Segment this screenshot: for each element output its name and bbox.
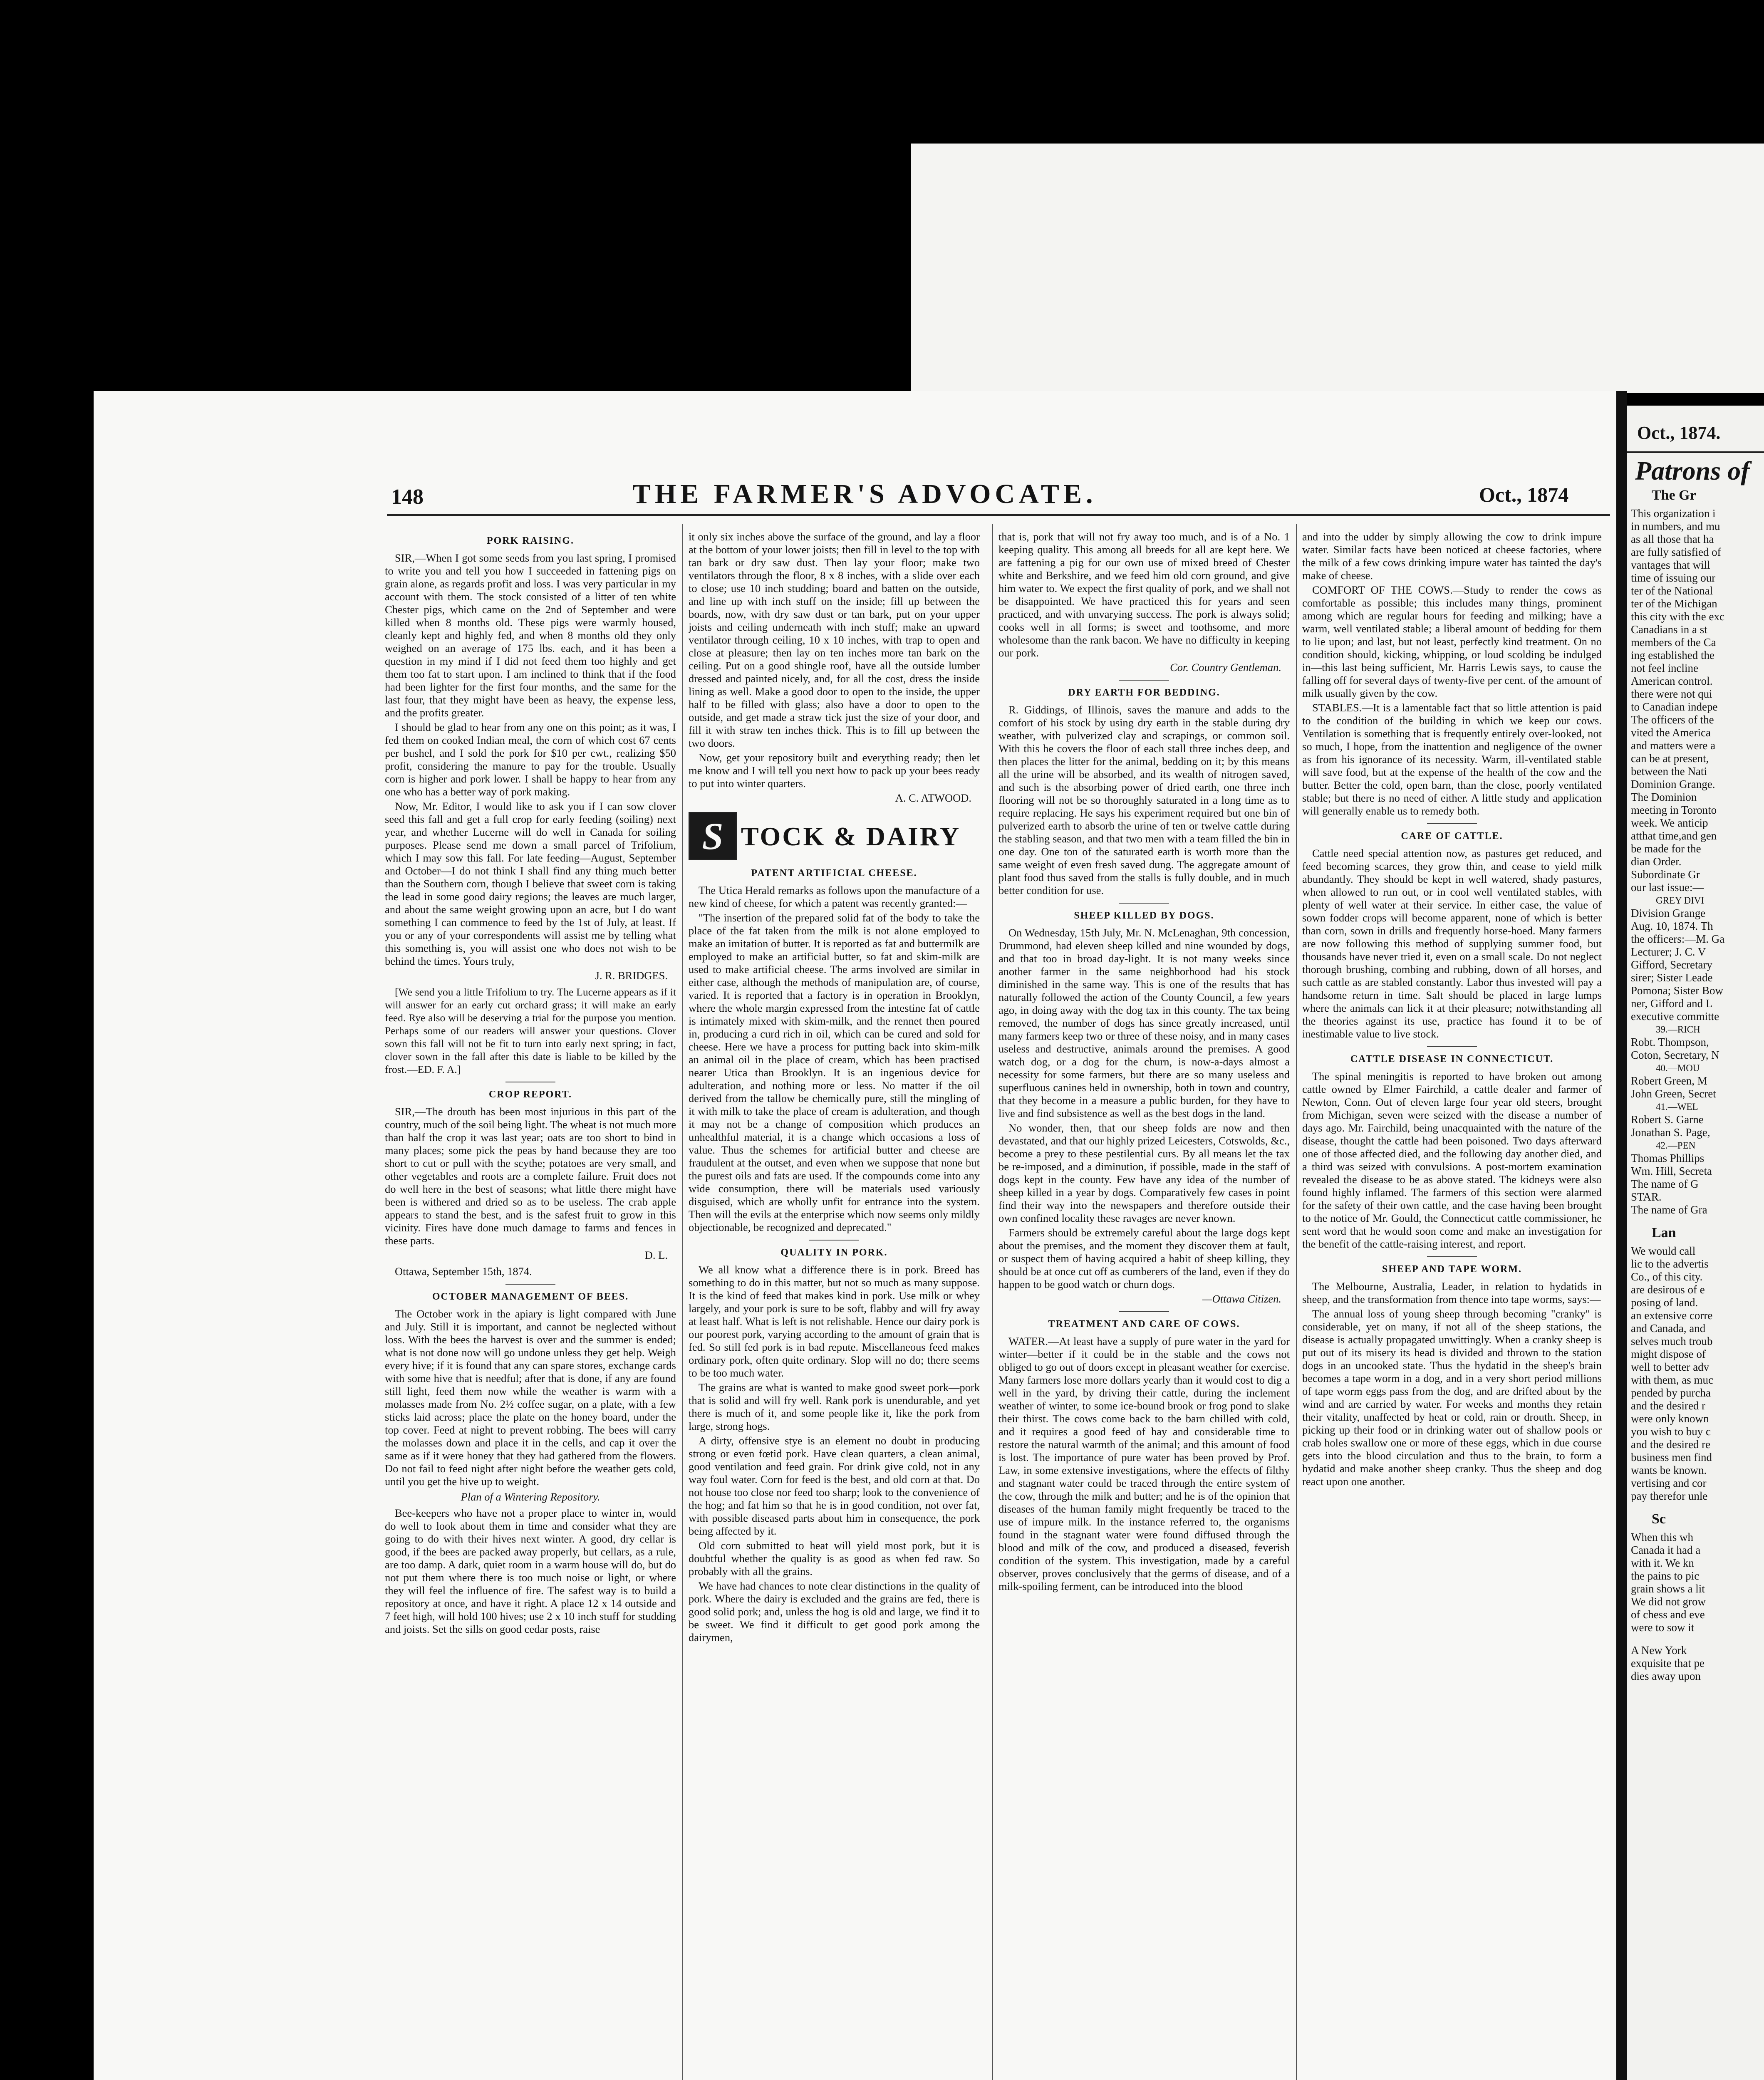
adjacent-text-line: When this wh — [1631, 1531, 1693, 1543]
adjacent-text-line: 40.—MOU — [1656, 1063, 1700, 1073]
article-body-bees — [385, 1307, 676, 1488]
adjacent-text-line: Pomona; Sister Bow — [1631, 984, 1724, 997]
separator — [1119, 680, 1169, 681]
adjacent-text-line: ner, Gifford and L — [1631, 997, 1713, 1010]
dateline: Ottawa, September 15th, 1874. — [395, 1265, 532, 1278]
adjacent-text-line: 41.—WEL — [1656, 1102, 1698, 1112]
adjacent-text-line: between the Nati — [1631, 765, 1707, 778]
paragraph: On Wednesday, 15th July, Mr. N. McLenaghan, 9th concession, Drummond, had eleven sheep killed and nine wounded by dogs, and that too in broad day-light. It is not many weeks since another farmer in the same neighborhood had his stock diminished in the same way. This is one of the results that has naturally followed the action of the County Council, a few years ago, in doing away with the dog tax in this county. The tax being removed, the number of dogs has since greatly increased, until many farmers keep two or three of these noisy, and in many cases useless and destructive, animals around the premises. A good watch dog, or a dog for the churn, is now-a-days almost a necessity for some farmers, but there are so many useless and superfluous canines held in ownership, both in town and country, that they become in a measure a public burden, for they have to live and find subsistence as well as the best dogs in the land. — [998, 926, 1290, 1119]
adjacent-text-line: posing of land. — [1631, 1296, 1698, 1309]
adjacent-text-line: The name of Gra — [1631, 1203, 1707, 1216]
article-signature: A. C. ATWOOD. — [895, 792, 971, 804]
ornamental-dropcap: S — [689, 812, 737, 860]
article-body-tape-worm — [1302, 1280, 1602, 1488]
article-signature: D. L. — [644, 1249, 668, 1261]
adjacent-heading: Sc — [1652, 1511, 1666, 1527]
article-body-repository-cont — [689, 530, 980, 790]
article-title-crop-report: CROP REPORT. — [488, 1089, 572, 1100]
adjacent-text-line: Robert S. Garne — [1631, 1113, 1704, 1126]
adjacent-text-line: pay therefor unle — [1631, 1490, 1708, 1502]
paragraph: I should be glad to hear from any one on this point; as it was, I fed them on cooked Indian meal, the corn of which cost 67 cents per bushel, and I sold the pork for $10 per cwt., realizing $50 profit, considering the manure to pay for the trouble. Usually corn is higher and pork lower. I shall be happy to hear from any one who has a better way of pork making. — [385, 721, 676, 798]
adjacent-heading: Lan — [1652, 1225, 1676, 1241]
adjacent-text-line: and the desired re — [1631, 1438, 1711, 1451]
adjacent-text-line: Robert Green, M — [1631, 1075, 1707, 1087]
editor-note: [We send you a little Trifolium to try. The Lucerne appears as if it will answer for an early cut orchard grass; it will make an early feed. Rye also will be deserving a trial for the purpose you mention. Perhaps some of our readers will answer your questions. Clover sown this fall will not be fit to turn into early next spring; in fact, clover sown in the fall after this date is liable to be killed by the frost.—ED. F. A.] — [385, 986, 676, 1075]
adjacent-page-date: Oct., 1874. — [1637, 423, 1721, 443]
paragraph: The October work in the apiary is light compared with June and July. Still it is important, and cannot be neglected without loss. With the bees the harvest is over and the summer is ended; what is not done now will go undone unless they get help. Weigh every hive; if it is found that any can spare stores, exchange cards with some hive that is needful; after that is done, if any are found still light, feed them now while the weather is warm with a molasses made from No. 2½ coffee sugar, on a plate, with a few sticks laid across; place the plate on the honey board, under the top cover. Feed at night to prevent robbing. The bees will carry the molasses down and place it in the cells, and cap it over the same as if it were honey that they had gathered from the flowers. Do not fail to feed night after night before the weather gets cold, until you get the hive up to weight. — [385, 1307, 676, 1488]
adjacent-text-line: and matters were a — [1631, 739, 1716, 752]
article-body-repository — [385, 1507, 676, 1636]
adjacent-text-line: there were not qui — [1631, 688, 1712, 700]
adjacent-text-line — [1631, 1503, 1764, 1513]
article-body-cheese — [689, 884, 980, 1234]
separator — [1427, 823, 1477, 824]
adjacent-text-line: Co., of this city. — [1631, 1270, 1703, 1283]
paragraph: The spinal meningitis is reported to have broken out among cattle owned by Elmer Fairchild, a cattle dealer and farmer of Newton, Conn. Out of eleven large four year old steers, brought from Michigan, seven were seized with the disease a number of days ago. Mr. Fairchild, being unacquainted with the nature of the disease, thought the cattle had been poisoned. Two days afterward one of those affected died, and the following day another died, and a third was seized with convulsions. A post-mortem examination revealed the disease to be as above stated. The kidneys were also found highly inflamed. The farmers of this section were alarmed for the safety of their own cattle, and the case having been brought to the notice of Mr. Gould, the Connecticut cattle commissioner, he sent word that he would soon come and make an investigation for the benefit of the cattle-raising interest, and report. — [1302, 1070, 1602, 1250]
paragraph: Farmers should be extremely careful about the large dogs kept about the premises, and the moment they discover them at fault, or suspect them of having acquired a habit of sheep killing, they should be at once cut off as cumberers of the land, even if they do happen to be good watch or churn dogs. — [998, 1226, 1290, 1290]
adjacent-text-line: The name of G — [1631, 1178, 1699, 1190]
adjacent-text-line: week. We anticip — [1631, 817, 1708, 829]
adjacent-text-line: Jonathan S. Page, — [1631, 1126, 1710, 1139]
column-divider — [682, 524, 683, 2080]
article-body-cattle-disease — [1302, 1070, 1602, 1250]
separator — [1119, 903, 1169, 904]
article-body-cows-cont — [1302, 530, 1602, 817]
separator — [1119, 1311, 1169, 1312]
column-divider — [992, 524, 993, 2080]
adjacent-text-line: Canadians in a st — [1631, 623, 1707, 636]
adjacent-text-line: with it. We kn — [1631, 1557, 1694, 1569]
facing-page-edge — [911, 144, 1764, 393]
adjacent-header-rule — [1627, 451, 1764, 453]
paragraph: Now, Mr. Editor, I would like to ask you if I can sow clover seed this fall and get a full crop for early feeding (soiling) next year, and whether Lucerne will do well in Canada for soiling purposes. Please send me down a small parcel of Trifolium, which I may sow this fall. For late feeding—August, September and October—I do not think I shall find any thing much better than the Southern corn, though I believe that sweet corn is taking the lead in some good dairy regions; the leaves are much larger, and about the same weight growing upon an acre, but I do want something I can commence to feed by the 1st of July, at least. If you or any of your correspondents will assist me by telling what this something is, you will assist one who does not wish to be behind the times. Yours truly, — [385, 800, 676, 967]
column-4 — [1302, 530, 1602, 2080]
article-body-crop-report — [385, 1105, 676, 1247]
adjacent-text-line: were to sow it — [1631, 1621, 1695, 1634]
page-number: 148 — [391, 485, 424, 509]
paragraph: No wonder, then, that our sheep folds are now and then devastated, and that our highly prized Leicesters, Cotswolds, &c., become a prey to these pestilential curs. By all means let the tax be re-imposed, and a diminution, if possible, made in the staff of dogs kept in the county. Few have any idea of the number of sheep killed in a year by dogs. Comparatively few cases in point find their way into the newspapers and therefore outside their own confined locality these ravages are never known. — [998, 1122, 1290, 1224]
adjacent-text-line: Thomas Phillips — [1631, 1152, 1705, 1164]
adjacent-page — [1627, 406, 1764, 2080]
paragraph: Now, get your repository built and everything ready; then let me know and I will tell you next how to pack up your bees ready to put into winter quarters. — [689, 751, 980, 790]
adjacent-text-line: the officers:—M. Ga — [1631, 933, 1725, 945]
adjacent-text-line: in numbers, and mu — [1631, 520, 1720, 532]
adjacent-text-line: pended by purcha — [1631, 1387, 1711, 1399]
adjacent-text-line: were only known — [1631, 1412, 1709, 1425]
adjacent-text-line: with them, as muc — [1631, 1374, 1713, 1386]
article-body-sheep-dogs — [998, 926, 1290, 1291]
adjacent-text-line: and Canada, and — [1631, 1322, 1706, 1335]
adjacent-text-line: members of the Ca — [1631, 636, 1716, 649]
article-title-cows: TREATMENT AND CARE OF COWS. — [1048, 1319, 1240, 1330]
paragraph: "The insertion of the prepared solid fat of the body to take the place of the fat taken from the milk is not alone employed to make an imitation of butter. It is reported as fat and buttermilk are employed to make an artificial butter, so fat and skim-milk are used to make artificial cheese. The arms involved are similar in either case, although the methods of manipulation are, of course, varied. It is reported that a factory is in operation in Brooklyn, where the whole margin expressed from the intestine fat of cattle is intimately mixed with skim-milk, and the rennet then poured in, producing a curd rich in oil, which can be cured and sold for cheese. Here we have a process for putting back into skim-milk an animal oil in the place of cream, which has been practised nearer Utica than Brooklyn. It is an ingenious device for adulteration, and nothing more or less. No matter if the oil derived from the tallow be chemically pure, still the mingling of it with milk to take the place of cream is adulteration, and though it may not be a change of composition which produces an unhealthful material, it is a change which occasions a loss of value. Thus the schemes for artificial butter and cheese are fraudulent at the outset, and even when we suppose that none but the purest oils and fats are used. If the compounds come into any wide consumption, there will be materials used variously disguised, which are wholly unfit for entrance into the system. Then will the evils at the enterprise which now seems only mildly objectionable, be recognized and deprecated." — [689, 911, 980, 1233]
paragraph: Bee-keepers who have not a proper place to winter in, would do well to look about them in time and consider what they are going to do with their hives next winter. A good, dry cellar is good, if the bees are packed away properly, but cellars, as a rule, are too damp. A dark, quiet room in a warm house will do, but do not put them where there is too much noise or light, or where they will feel the influence of fire. The safest way is to build a repository at once, and have it right. A place 12 x 14 outside and 7 feet high, will hold 100 hives; use 2 x 10 inch stuff for studding and joists. Set the sills on good cedar posts, raise — [385, 1507, 676, 1635]
adjacent-text-line: selves much troub — [1631, 1335, 1713, 1347]
adjacent-page-text — [1631, 489, 1764, 1683]
article-title-cattle-disease: CATTLE DISEASE IN CONNECTICUT. — [1350, 1054, 1554, 1065]
adjacent-text-line: and the desired r — [1631, 1399, 1706, 1412]
article-body-quality-pork — [689, 1263, 980, 1644]
adjacent-text-line: Division Grange — [1631, 907, 1706, 919]
adjacent-text-line: you wish to buy c — [1631, 1425, 1711, 1438]
article-source: —Ottawa Citizen. — [1202, 1293, 1281, 1305]
column-1 — [385, 530, 676, 2080]
adjacent-text-line: vertising and cor — [1631, 1477, 1707, 1489]
adjacent-text-line: STAR. — [1631, 1191, 1662, 1203]
adjacent-text-line: Lecturer; J. C. V — [1631, 946, 1706, 958]
adjacent-text-line: wants be known. — [1631, 1464, 1707, 1476]
paragraph: it only six inches above the surface of the ground, and lay a floor at the bottom of your lower joists; then fill in level to the top with tan bark or dry saw dust. Then lay your floor; make two ventilators through the floor, 8 x 8 inches, with a slide over each to close; use 10 inch studding; board and batten on the outside, and line up with inch stuff on the inside; fill up between the boards, now, with dry saw dust or tan bark, put on your upper joists and ceiling underneath with inch stuff; make an upward ventilator through ceiling, 10 x 10 inches, with trap to open and close at pleasure; then lay on ten inches more tan bark on the ceiling. Put on a good shingle roof, have all the outside lumber dressed and painted nicely, and, for all the cost, dress the inside lining as well. Make a good door to open to the inside, the upper half to be filled with glass; also have a door to open to the outside, and get made a straw tick just the size of your door, and fill it with straw ten inches thick. This is to fill up between the two doors. — [689, 530, 980, 749]
adjacent-text-line: 39.—RICH — [1656, 1024, 1700, 1035]
paragraph: We all know what a difference there is in pork. Breed has something to do in this matter, but not so much as many suppose. It is the kind of feed that makes kind in pork. Use milk or whey largely, and your pork is sure to be soft, flabby and will fry away at least half. What is left is not relishable. Hence our dairy pork is our poorest pork, varying according to the amount of grain that is fed. So still fed pork is in bad repute. Miscellaneous feed makes ordinary pork, often quite ordinary. Slop will no do; there seems to be too much water. — [689, 1263, 980, 1379]
section-banner-stock-dairy — [689, 812, 980, 860]
article-subhead: Plan of a Wintering Repository. — [461, 1491, 600, 1503]
adjacent-text-line: dian Order. — [1631, 855, 1682, 868]
article-title-tape-worm: SHEEP AND TAPE WORM. — [1382, 1264, 1522, 1275]
adjacent-text-line: can be at present, — [1631, 752, 1709, 765]
column-3 — [998, 530, 1290, 2080]
adjacent-text-line: lic to the advertis — [1631, 1258, 1709, 1270]
adjacent-text-line: Subordinate Gr — [1631, 868, 1700, 881]
adjacent-text-line: We did not grow — [1631, 1595, 1706, 1608]
adjacent-text-line: sirer; Sister Leade — [1631, 971, 1713, 984]
article-title-quality-pork: QUALITY IN PORK. — [780, 1247, 888, 1258]
paragraph: that is, pork that will not fry away too much, and is of a No. 1 keeping quality. This among all breeds for all are kept here. We are fattening a pig for our own use of mixed breed of Chester white and Berkshire, and we feed him old corn ground, and give him water to. We expect the first quality of pork, and we shall not be disappointed. We have practiced this for years and seen practiced, and with unvarying success. The pork is always solid; cooks well in all forms; is sweet and toothsome, and more wholesome than the rank bacon. We have no difficulty in keeping our pork. — [998, 530, 1290, 659]
adjacent-text-line — [1631, 1216, 1764, 1226]
adjacent-text-line: The officers of the — [1631, 713, 1714, 726]
article-body-care-cattle — [1302, 847, 1602, 1040]
article-title-cheese: PATENT ARTIFICIAL CHEESE. — [751, 868, 917, 879]
adjacent-text-line: might dispose of — [1631, 1348, 1706, 1360]
adjacent-text-line: Coton, Secretary, N — [1631, 1049, 1719, 1061]
issue-date: Oct., 1874 — [1479, 483, 1569, 506]
article-body-pork-raising — [385, 552, 676, 968]
separator — [1427, 1256, 1477, 1257]
adjacent-text-line: Canada it had a — [1631, 1544, 1701, 1556]
adjacent-text-line: not feel incline — [1631, 662, 1698, 674]
adjacent-text-line: business men find — [1631, 1451, 1712, 1463]
adjacent-text-line: atthat time,and gen — [1631, 830, 1717, 842]
column-2 — [689, 530, 980, 2080]
adjacent-page-title: Patrons of — [1635, 456, 1750, 485]
adjacent-text-line: dies away upon — [1631, 1670, 1701, 1682]
paragraph: The Utica Herald remarks as follows upon the manufacture of a new kind of cheese, for which a patent was recently granted:— — [689, 884, 980, 909]
paragraph: The grains are what is wanted to make good sweet pork—pork that is solid and will fry well. Rank pork is unendurable, and yet there is much of it, and some people like it, like the pork from large, strong hogs. — [689, 1381, 980, 1432]
adjacent-text-line: 42.—PEN — [1656, 1140, 1696, 1151]
adjacent-text-line: We would call — [1631, 1245, 1696, 1257]
adjacent-text-line: our last issue:— — [1631, 881, 1704, 894]
article-title-dry-earth: DRY EARTH FOR BEDDING. — [1068, 687, 1220, 698]
paragraph: We have had chances to note clear distinctions in the quality of pork. Where the dairy is excluded and the grains are fed, there is good solid pork; and, unless the hog is old and large, we find it to be sweet. We find it difficult to get good pork among the dairymen, — [689, 1580, 980, 1644]
adjacent-text-line: time of issuing our — [1631, 572, 1716, 584]
article-source: Cor. Country Gentleman. — [1170, 661, 1281, 674]
adjacent-text-line: vantages that will — [1631, 559, 1710, 571]
adjacent-text-line: Gifford, Secretary — [1631, 958, 1712, 971]
separator — [1427, 1046, 1477, 1047]
paragraph: Cattle need special attention now, as pastures get reduced, and feed becoming scarces, they grow thin, and cease to yield milk abundantly. They should be kept in well watered, shady pastures, when allowed to run out, or in cool well ventilated stables, with plenty of well water at their service. In either case, the value of sown fodder crops will become apparent, none of which is better than corn, sown in drills and frequently horse-hoed. Many farmers are now following this method of supplying summer food, but thousands have never tried it, even on a small scale. Do not neglect thorough brushing, combing and rubbing, down of all horses, and such cattle as are stabled constantly. Labor thus invested will pay a handsome return in time. Salt should be placed in large lumps where the animals can lick it at their pleasure; notwithstanding all the theories against its use, practice has found it to be of inestimable value to live stock. — [1302, 847, 1602, 1040]
paragraph: SIR,—When I got some seeds from you last spring, I promised to write you and tell you how I succeeded in fattening pigs on grain alone, as regards profit and loss. I was very particular in my account with them. The stock consisted of a litter of ten white Chester pigs, which came on the 2nd of September and were killed when 8 months old. These pigs were warmly housed, cleanly kept and highly fed, and when 8 months old they only weighed on an average of 175 lbs. each, and it has been a question in my mind if I did not feed them too highly and get them too fat to start upon. I am inclined to think that if the food had been lighter for the first four months, and the same for the last four, that they might have been as heavy, the expense less, and the profits greater. — [385, 552, 676, 719]
adjacent-text-line: ter of the Michigan — [1631, 597, 1717, 610]
article-body-pork-cont — [998, 530, 1290, 659]
adjacent-text-line: an extensive corre — [1631, 1309, 1713, 1322]
adjacent-text-line: grain shows a lit — [1631, 1582, 1705, 1595]
paragraph: The Melbourne, Australia, Leader, in relation to hydatids in sheep, and the transformation from thence into tape worms, says:— — [1302, 1280, 1602, 1305]
adjacent-text-line: well to better adv — [1631, 1361, 1709, 1373]
adjacent-text-line: of chess and eve — [1631, 1608, 1705, 1621]
adjacent-text-line: as all those that ha — [1631, 533, 1714, 545]
adjacent-text-line: GREY DIVI — [1656, 895, 1705, 906]
paragraph: A dirty, offensive stye is an element no doubt in producing strong or even fœtid pork. Have clean quarters, a clean animal, good ventilation and feed grain. For drink give cold, not in any way foul water. Corn for feed is the best, and old corn at that. Do not house too close nor feed too sharp; look to the convenience of the hog; and fat him so that he is in good condition, not over fat, with possible diseased parts about him in consequence, the pork being affected by it. — [689, 1434, 980, 1537]
paragraph: R. Giddings, of Illinois, saves the manure and adds to the comfort of his stock by using dry earth in the stable during dry weather, with pulverized clay and scrapings, or common soil. With this he covers the floor of each stall three inches deep, and then places the litter for the animal, bedding on it; by this means all the urine will be absorbed, and its wealth of nitrogen saved, and such is the absorbing power of dried earth, one three inch flooring will not be so thoroughly saturated in a long time as to require replacing. He says his experiment required but one bin of pulverized earth to absorb the urine of ten or twelve cattle during the stabling season, and that two men with a team filled the bin in one day. One ton of the saturated earth is worth more than the same weight of even fresh saved dung. The aggregate amount of plant food thus saved from the stalls is fully double, and in much better condition for use. — [998, 703, 1290, 896]
article-title-bees: OCTOBER MANAGEMENT OF BEES. — [432, 1291, 629, 1302]
adjacent-text-line: The Dominion — [1631, 791, 1697, 803]
paragraph: The annual loss of young sheep through becoming "cranky" is considerable, yet on many, if not all of the sheep stations, the disease is actually propagated unwittingly. When a cranky sheep is put out of its misery its head is divided and thrown to the station dogs in an uncooked state. Thus the hydatid in the sheep's brain becomes a tape worm in a dog, and in a very short period millions of tape worm eggs pass from the dog, and are drifted about by the wind and are carried by water. For weeks and months they retain their vitality, unaffected by heat or cold, rain or drouth. Sheep, in picking up their food or in drinking water out of shallow pools or crab holes swallow one or more of these eggs, which in due course gets into the blood circulation and thus to the brain, to form a hydatid and make another sheep cranky. Thus the sheep and dog react upon one another. — [1302, 1307, 1602, 1488]
column-divider — [1296, 524, 1297, 2080]
separator — [505, 1284, 555, 1285]
adjacent-text-line: American control. — [1631, 675, 1713, 687]
header-rule — [387, 514, 1610, 516]
adjacent-text-line: this city with the exc — [1631, 610, 1724, 623]
adjacent-text-line: are desirous of e — [1631, 1283, 1705, 1296]
adjacent-text-line: be made for the — [1631, 842, 1701, 855]
adjacent-text-line: Robt. Thompson, — [1631, 1036, 1709, 1048]
page-gutter — [1616, 391, 1627, 2080]
paragraph: COMFORT OF THE COWS.—Study to render the cows as comfortable as possible; this includes many things, prominent among which are regular hours for feeding and milking; have a warm, well ventilated stable; a liberal amount of bedding for them to lie upon; and last, but not least, perfectly kind treatment. On no condition should, kicking, whipping, or loud scolding be indulged in—this last being sufficient, Mr. Harris Lewis says, to cause the falling off for several days of twenty-five per cent. of the amount of milk usually given by the cow. — [1302, 584, 1602, 699]
adjacent-text-line: to Canadian indepe — [1631, 701, 1718, 713]
adjacent-text-line: are fully satisfied of — [1631, 546, 1721, 558]
article-signature: J. R. BRIDGES. — [595, 969, 668, 982]
article-body-cows — [998, 1335, 1290, 1593]
adjacent-text-line: ter of the National — [1631, 584, 1713, 597]
paragraph: SIR,—The drouth has been most injurious in this part of the country, much of the soil being light. The wheat is not much more than half the crop it was last year; oats are too short to bind in many places; some pick the peas by hand because they are too short to cut or pull with the scythe; potatoes are very small, and other vegetables and roots are a complete failure. Fruit does not do well here in the best of seasons; what little there might have been is withered and dried so as to be useless. The crab apple appears to stand the best, and is the safest fruit to grow in this vicinity. Fires have done much damage to farms and fences in these parts. — [385, 1105, 676, 1247]
adjacent-text-line: Aug. 10, 1874. Th — [1631, 920, 1713, 932]
article-title-sheep-dogs: SHEEP KILLED BY DOGS. — [1074, 910, 1214, 921]
adjacent-text-line: This organization i — [1631, 507, 1716, 520]
section-banner-text: TOCK & DAIRY — [741, 821, 961, 851]
adjacent-text-line: Wm. Hill, Secreta — [1631, 1165, 1712, 1177]
paragraph: STABLES.—It is a lamentable fact that so little attention is paid to the condition of the building in which we keep our cows. Ventilation is something that is frequently entirely over-looked, not so much, I hope, from the inattention and negligence of the owner as from his ignorance of its necessity. Warm, ill-ventilated stable will save food, but at the expense of the health of the cow and the butter. Better the cold, open barn, than the close, poorly ventilated stable; but there is no need of either. A little study and application will generally enable us to remedy both. — [1302, 701, 1602, 817]
article-title-pork-raising: PORK RAISING. — [486, 535, 575, 546]
adjacent-text-line: John Green, Secret — [1631, 1087, 1716, 1100]
separator — [809, 1240, 859, 1241]
adjacent-text-line: meeting in Toronto — [1631, 804, 1717, 816]
paragraph: Old corn submitted to heat will yield most pork, but it is doubtful whether the quality is as good as when fed raw. So probably with all the grains. — [689, 1539, 980, 1577]
adjacent-text-line: the pains to pic — [1631, 1570, 1700, 1582]
adjacent-heading: The Gr — [1652, 488, 1696, 503]
article-title-care-cattle: CARE OF CATTLE. — [1401, 831, 1503, 842]
paragraph: and into the udder by simply allowing the cow to drink impure water. Similar facts have been noticed at cheese factories, where the milk of a few cows drinking impure water has tainted the day's make of cheese. — [1302, 530, 1602, 582]
adjacent-text-line — [1631, 1634, 1764, 1644]
adjacent-text-line: Dominion Grange. — [1631, 778, 1715, 790]
masthead-title: THE FARMER'S ADVOCATE. — [632, 479, 1097, 509]
paragraph: WATER.—At least have a supply of pure water in the yard for winter—better if it could be in the stable and the cows not obliged to go out of doors except in pleasant weather for exercise. Many farmers lose more dollars yearly than it would cost to dig a well in the yard, by driving their cattle, during the inclement weather of winter, to some ice-bound brook or frog pond to slake their thirst. The cows come back to the barn chilled with cold, and it requires a good feed of hay and considerable time to restore the natural warmth of the animal; and this amount of food is lost. The importance of pure water has been proved by Prof. Law, in some extensive investigations, where the effects of filthy and stagnant water could be traced through the entire system of the cow, through the milk and butter; and he is of the opinion that diseases of the human family might frequently be traced to the use of impure milk. In the instance referred to, the organisms found in the stagnant water were found diffused through the blood and milk of the cow, and produced a diseased, feverish condition of the system. This investigation, made by a careful observer, proves conclusively that the germs of disease, and of a milk-spoiling ferment, can be introduced into the blood — [998, 1335, 1290, 1592]
adjacent-text-line: exquisite that pe — [1631, 1657, 1705, 1669]
article-body-dry-earth — [998, 703, 1290, 897]
adjacent-text-line: executive committe — [1631, 1010, 1719, 1023]
adjacent-text-line: A New York — [1631, 1644, 1687, 1657]
adjacent-text-line: ing established the — [1631, 649, 1714, 661]
adjacent-text-line: vited the America — [1631, 726, 1711, 739]
